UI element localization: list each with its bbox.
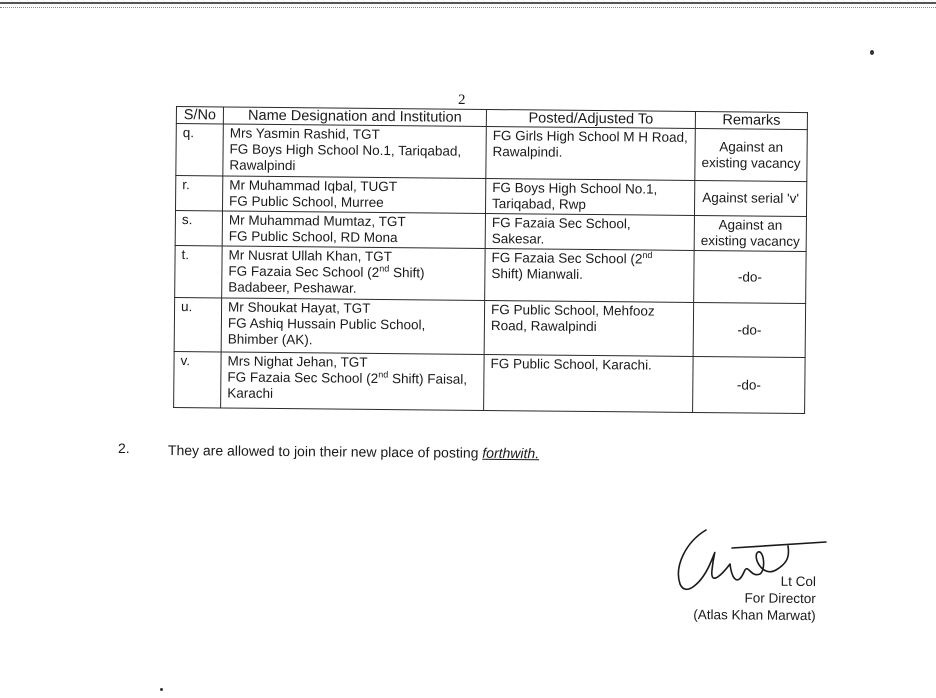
- header-remarks: Remarks: [695, 111, 807, 129]
- cell-sno: r.: [175, 176, 222, 211]
- cell-name: Mr Nusrat Ullah Khan, TGT FG Fazaia Sec School (2nd Shift) Badabeer, Peshawar.: [222, 246, 485, 301]
- table-row: [175, 245, 807, 303]
- cell-name: Mrs Nighat Jehan, TGT FG Fazaia Sec School (2nd Shift) Faisal, Karachi: [221, 352, 485, 411]
- cell-posted: FG Fazaia Sec School (2nd Shift) Mianwali.: [485, 248, 694, 302]
- cell-posted: FG Public School, Karachi.: [484, 354, 694, 412]
- paragraph-text: They are allowed to join their new place of posting forthwith.: [167, 442, 540, 462]
- header-name: Name Designation and Institution: [223, 107, 486, 127]
- table-row: [176, 124, 808, 182]
- cell-remarks: -do-: [693, 356, 806, 413]
- cell-name: Mr Muhammad Mumtaz, TGT FG Public School, RD Mona: [222, 211, 485, 249]
- cell-posted: FG Boys High School No.1, Tariqabad, Rwp: [485, 178, 694, 215]
- scan-speck: [160, 688, 163, 691]
- table-row: [175, 210, 806, 251]
- scan-top-edge: [0, 2, 936, 8]
- cell-remarks: Against an existing vacancy: [695, 128, 808, 181]
- cell-name: Mr Muhammad Iqbal, TUGT FG Public School, Murree: [222, 176, 485, 214]
- cell-posted: FG Fazaia Sec School, Sakesar.: [485, 213, 694, 250]
- cell-sno: q.: [176, 124, 223, 176]
- signature-block: [690, 572, 816, 624]
- table-row: [175, 176, 806, 217]
- cell-sno: t.: [175, 245, 222, 297]
- signatory-name: (Atlas Khan Marwat): [693, 607, 816, 624]
- table-row: [174, 351, 806, 413]
- header-sno: S/No: [176, 107, 223, 124]
- page-number: 2: [458, 92, 466, 108]
- cell-name: Mrs Yasmin Rashid, TGT FG Boys High School No.1, Tariqabad, Rawalpindi: [223, 124, 486, 179]
- signatory-role: For Director: [744, 590, 816, 607]
- cell-name: Mr Shoukat Hayat, TGT FG Ashiq Hussain Public School, Bhimber (AK).: [221, 298, 485, 355]
- cell-sno: v.: [174, 351, 222, 407]
- paragraph-emphasis: forthwith.: [482, 444, 540, 462]
- cell-remarks: Against an existing vacancy: [694, 215, 806, 251]
- cell-sno: u.: [174, 297, 222, 351]
- header-posted: Posted/Adjusted To: [486, 109, 695, 128]
- scan-speck: [870, 50, 874, 55]
- signatory-rank: Lt Col: [780, 573, 816, 590]
- posting-table: [173, 106, 808, 414]
- cell-sno: s.: [175, 210, 222, 245]
- table-row: [174, 297, 806, 357]
- cell-remarks: -do-: [693, 302, 806, 357]
- cell-posted: FG Public School, Mehfooz Road, Rawalpindi: [484, 300, 694, 356]
- cell-remarks: -do-: [694, 250, 807, 303]
- cell-posted: FG Girls High School M H Road, Rawalpindi.: [486, 126, 695, 180]
- paragraph-number: 2.: [118, 440, 130, 456]
- cell-remarks: Against serial 'v': [694, 180, 806, 216]
